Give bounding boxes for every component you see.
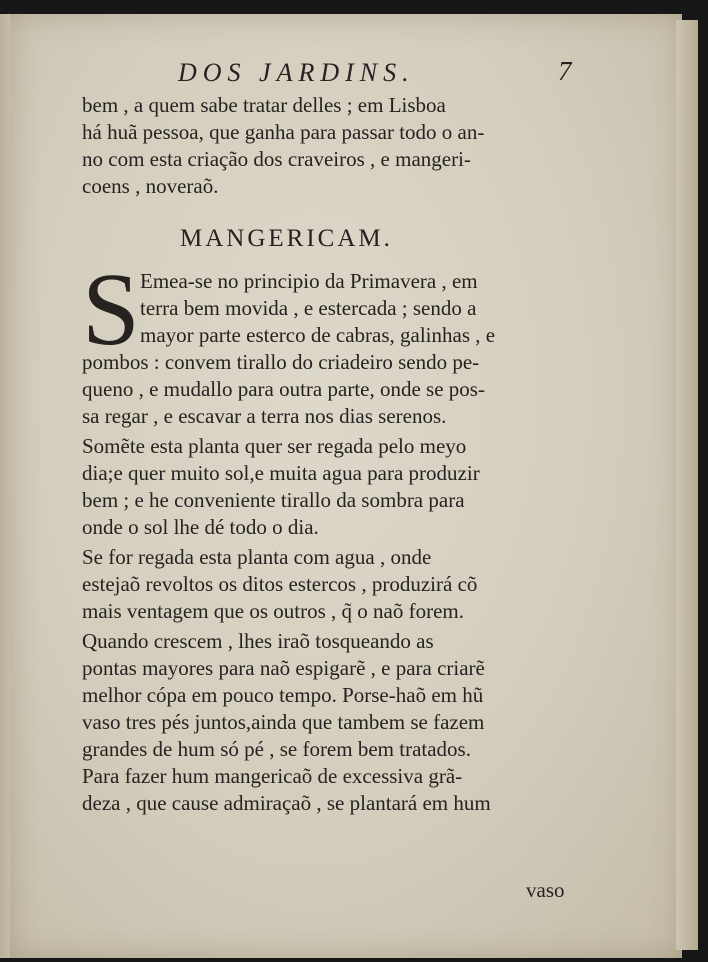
paragraph-3 — [82, 544, 582, 625]
text-line: estejaõ revoltos os ditos estercos , produzirá cõ — [82, 572, 478, 596]
text-line: mais ventagem que os outros , q̃ o naõ forem. — [82, 599, 464, 623]
text-line: pontas mayores para naõ espigarẽ , e para criarẽ — [82, 656, 485, 680]
paragraph-2 — [82, 433, 582, 541]
page-text — [82, 56, 582, 902]
text-line: Para fazer hum mangericaõ de excessiva grã- — [82, 764, 463, 788]
running-title: DOS JARDINS. — [178, 58, 415, 87]
text-line: mayor parte esterco de cabras, galinhas , e — [140, 323, 496, 347]
text-line: Emea-se no principio da Primavera , em — [140, 269, 478, 293]
paragraph-5 — [82, 763, 582, 817]
text-line: vaso tres pés juntos,ainda que tambem se fazem — [82, 710, 485, 734]
text-line: há huã pessoa, que ganha para passar todo o an- — [82, 120, 485, 144]
text-line: bem , a quem sabe tratar delles ; em Lisboa — [82, 93, 446, 117]
text-line: melhor cópa em pouco tempo. Porse-haõ em hũ — [82, 683, 484, 707]
running-head — [82, 56, 582, 92]
text-line: deza , que cause admiraçaõ , se plantará em hum — [82, 791, 491, 815]
drop-cap: S — [82, 252, 140, 367]
text-line: pombos : convem tirallo do criadeiro sendo pe- — [82, 350, 480, 374]
paragraph-1 — [82, 252, 582, 430]
paragraph-4 — [82, 628, 582, 763]
text-line: Somẽte esta planta quer ser regada pelo meyo — [82, 434, 467, 458]
text-line: onde o sol lhe dé todo o dia. — [82, 515, 319, 539]
right-page-edge — [676, 20, 698, 950]
page-number: 7 — [558, 56, 572, 86]
text-line: queno , e mudallo para outra parte, onde se pos- — [82, 377, 485, 401]
text-line: dia;e quer muito sol,e muita agua para produzir — [82, 461, 480, 485]
text-line: coens , noveraõ. — [82, 174, 219, 198]
text-line: Se for regada esta planta com agua , onde — [82, 545, 432, 569]
text-line: terra bem movida , e estercada ; sendo a — [140, 296, 477, 320]
opening-paragraph — [82, 92, 582, 200]
section-title: MANGERICAM. — [180, 225, 393, 252]
text-line: Quando crescem , lhes iraõ tosqueando as — [82, 629, 434, 653]
text-line: sa regar , e escavar a terra nos dias serenos. — [82, 404, 447, 428]
text-line: no com esta criação dos craveiros , e mangeri- — [82, 147, 471, 171]
catchword: vaso — [526, 878, 565, 902]
text-line: grandes de hum só pé , se forem bem tratados. — [82, 737, 471, 761]
text-line: bem ; e he conveniente tirallo da sombra para — [82, 488, 465, 512]
